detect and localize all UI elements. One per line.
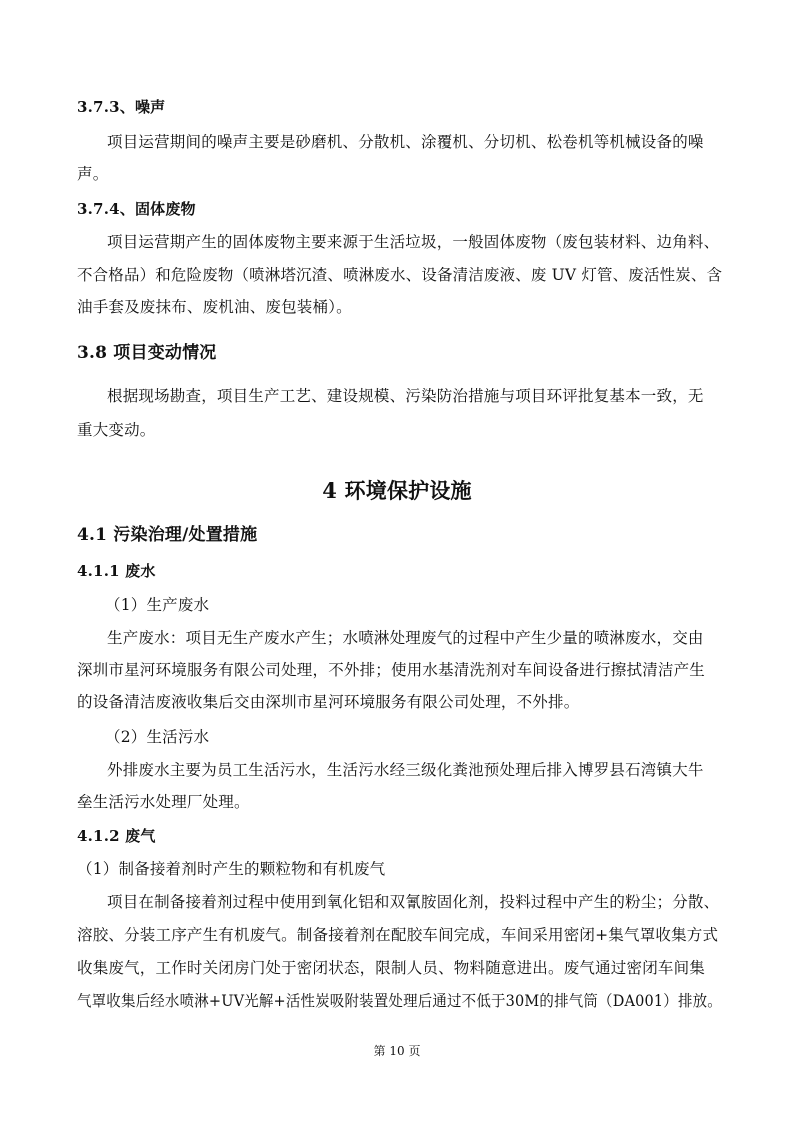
paragraph-line: 的设备清洁废液收集后交由深圳市星河环境服务有限公司处理，不外排。: [77, 693, 580, 711]
paragraph-line: 生产废水：项目无生产废水产生；水喷淋处理废气的过程中产生少量的喷淋废水，交由: [107, 629, 704, 647]
heading-4-1: 4.1 污染治理/处置措施: [77, 525, 258, 545]
heading-3-7-3: 3.7.3、噪声: [77, 98, 166, 116]
heading-3-7-4: 3.7.4、固体废物: [77, 200, 196, 218]
paragraph-line: 气罩收集后经水喷淋+UV光解+活性炭吸附装置处理后通过不低于30M的排气筒（DA001）排放。: [77, 992, 722, 1010]
heading-3-8: 3.8 项目变动情况: [77, 343, 217, 363]
heading-4-1-2: 4.1.2 废气: [77, 827, 156, 845]
list-item: （1）生产废水: [105, 596, 210, 614]
paragraph-line: 声。: [77, 165, 109, 183]
list-item: （1）制备接着剂时产生的颗粒物和有机废气: [77, 860, 386, 878]
page-number: 第 10 页: [373, 1044, 421, 1058]
chapter-title: 4 环境保护设施: [322, 478, 472, 503]
paragraph-line: 油手套及废抹布、废机油、废包装桶）。: [77, 298, 352, 316]
paragraph-line: 项目在制备接着剂过程中使用到氧化铝和双氰胺固化剂，投料过程中产生的粉尘；分散、: [107, 893, 720, 911]
paragraph-line: 不合格品）和危险废物（喷淋塔沉渣、喷淋废水、设备清洁废液、废 UV 灯管、废活性炭、含: [77, 266, 723, 284]
paragraph-line: 重大变动。: [77, 421, 156, 439]
paragraph-line: 溶胶、分装工序产生有机废气。制备接着剂在配胶车间完成，车间采用密闭+集气罩收集方式: [77, 926, 719, 944]
paragraph-line: 根据现场勘查，项目生产工艺、建设规模、污染防治措施与项目环评批复基本一致，无: [107, 387, 704, 405]
paragraph-line: 项目运营期间的噪声主要是砂磨机、分散机、涂覆机、分切机、松卷机等机械设备的噪: [107, 133, 704, 151]
list-item: （2）生活污水: [105, 728, 210, 746]
paragraph-line: 项目运营期产生的固体废物主要来源于生活垃圾，一般固体废物（废包装材料、边角料、: [107, 233, 720, 251]
paragraph-line: 垒生活污水处理厂处理。: [77, 793, 250, 811]
heading-4-1-1: 4.1.1 废水: [77, 562, 156, 580]
paragraph-line: 深圳市星河环境服务有限公司处理，不外排；使用水基清洗剂对车间设备进行擦拭清洁产生: [77, 661, 706, 679]
paragraph-line: 外排废水主要为员工生活污水，生活污水经三级化粪池预处理后排入博罗县石湾镇大牛: [107, 761, 704, 779]
paragraph-line: 收集废气，工作时关闭房门处于密闭状态，限制人员、物料随意进出。废气通过密闭车间集: [77, 959, 706, 977]
